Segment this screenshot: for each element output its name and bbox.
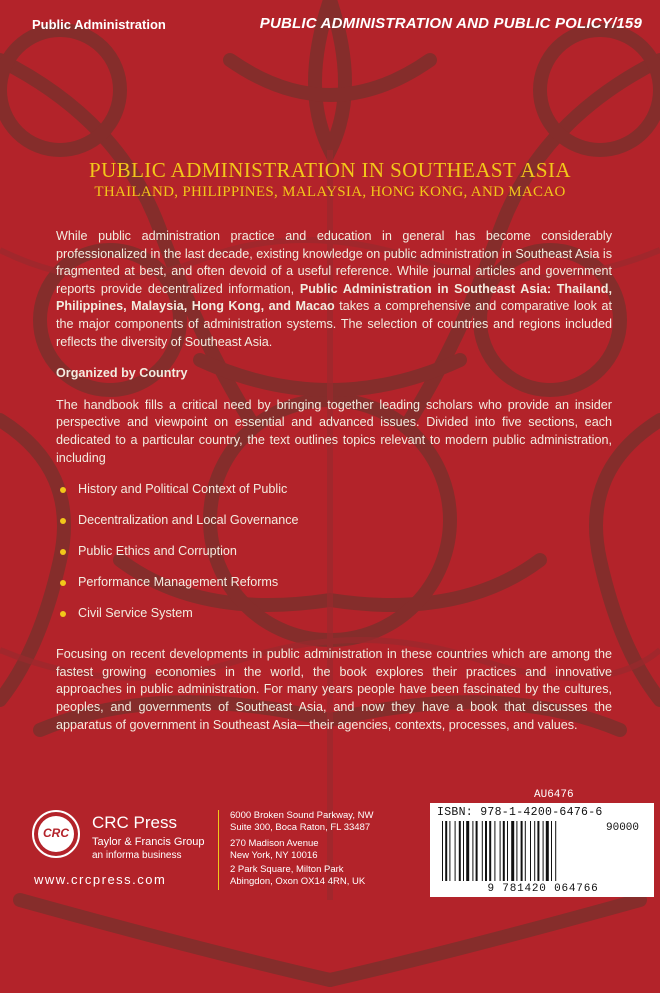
- barcode-bar: [445, 821, 447, 881]
- barcode-bar: [482, 821, 483, 881]
- barcode-bar: [485, 821, 487, 881]
- list-item: [56, 543, 612, 574]
- bullet-icon: [60, 518, 66, 524]
- barcode-bar: [511, 821, 514, 881]
- barcode-bar: [449, 821, 450, 881]
- address-new-york: [230, 838, 319, 862]
- list-item-text: Public Ethics and Corruption: [78, 544, 237, 559]
- book-title: PUBLIC ADMINISTRATION IN SOUTHEAST ASIA: [89, 158, 571, 182]
- barcode-bar: [521, 821, 523, 881]
- list-item: [56, 605, 612, 636]
- barcode-bar: [555, 821, 556, 881]
- barcode-bar: [525, 821, 526, 881]
- address-line: 2 Park Square, Milton Park: [230, 864, 344, 875]
- price-code: 90000: [606, 822, 640, 834]
- address-line: 6000 Broken Sound Parkway, NW: [230, 810, 374, 821]
- list-item-text: Civil Service System: [78, 606, 193, 621]
- address-line: Abingdon, Oxon OX14 4RN, UK: [230, 876, 366, 887]
- bullet-icon: [60, 487, 66, 493]
- bullet-icon: [60, 549, 66, 555]
- barcode-bar: [503, 821, 505, 881]
- topics-list: [56, 481, 612, 636]
- series-label-right: PUBLIC ADMINISTRATION AND PUBLIC POLICY/159: [259, 15, 642, 32]
- book-subtitle: THAILAND, PHILIPPINES, MALAYSIA, HONG KONG, AND MACAO: [94, 184, 566, 200]
- crc-logo-text: CRC: [43, 826, 69, 840]
- barcode-number: 9 781420 064766: [487, 883, 599, 895]
- barcode-bar: [534, 821, 535, 881]
- publisher-tagline: an informa business: [92, 850, 182, 861]
- address-boca-raton: [230, 810, 373, 834]
- list-item-text: History and Political Context of Public: [78, 482, 288, 497]
- barcode-bar: [551, 821, 552, 881]
- barcode-bar: [546, 821, 549, 881]
- barcode-bar: [494, 821, 495, 881]
- list-item: [56, 574, 612, 605]
- intro-book-title: Public Administration in Southeast Asia: Thailand, Philippines, Malaysia, Hong Kong, and Macao: [56, 281, 612, 314]
- section-heading: Organized by Country: [56, 366, 188, 381]
- barcode-bar: [530, 821, 531, 881]
- address-line: New York, NY 10016: [230, 850, 318, 861]
- divider: [218, 810, 219, 890]
- isbn-label: ISBN: 978-1-4200-6476-6: [437, 806, 603, 819]
- list-item: [56, 512, 612, 543]
- handbook-paragraph: The handbook fills a critical need by bringing together leading scholars who provide an insider perspective and viewpoint on essential and advanced issues. Divided into five sections, each dedicated to a particular country, the text outlines topics relevant to modern public administration, including: [56, 397, 612, 465]
- barcode-bar: [466, 821, 469, 881]
- barcode-bar: [472, 821, 473, 881]
- address-line: Suite 300, Boca Raton, FL 33487: [230, 822, 371, 833]
- list-item-text: Performance Management Reforms: [78, 575, 279, 590]
- address-abingdon: [230, 864, 365, 888]
- bullet-icon: [60, 580, 66, 586]
- barcode-bar: [476, 821, 478, 881]
- address-line: 270 Madison Avenue: [230, 838, 319, 849]
- barcode-bar: [463, 821, 464, 881]
- barcode-bar: [489, 821, 491, 881]
- barcode-bar: [500, 821, 501, 881]
- barcode-bar: [455, 821, 456, 881]
- description-body: [56, 228, 612, 734]
- publisher-group: Taylor & Francis Group: [92, 836, 205, 848]
- list-item-text: Decentralization and Local Governance: [78, 513, 299, 528]
- barcode-bar: [516, 821, 517, 881]
- series-label-left: Public Administration: [32, 17, 166, 32]
- series-bar: [0, 0, 660, 40]
- publisher-name: CRC Press: [92, 813, 178, 832]
- barcode-bar: [543, 821, 544, 881]
- intro-paragraph: [56, 228, 612, 351]
- barcode-bar: [459, 821, 461, 881]
- intro-text-end: takes a comprehensive and comparative look at the major components of administration systems. The selection of countries and regions included reflects the diversity of Southeast Asia.: [56, 299, 612, 349]
- barcode-bar: [442, 821, 443, 881]
- closing-paragraph: Focusing on recent developments in public administration in these countries which are among the fastest growing economies in the world, the book explores their practices and innovative approaches in public administration. For many years people have been fascinated by the cultures, peoples, and governments of Southeast Asia, and now they have a book that discusses the apparatus of government in Southeast Asia—their agencies, contexts, processes, and values.: [56, 647, 612, 732]
- barcode-bars: [442, 821, 602, 881]
- barcode-bar: [537, 821, 539, 881]
- barcode-bar: [507, 821, 508, 881]
- bullet-icon: [60, 611, 66, 617]
- publisher-url[interactable]: www.crcpress.com: [34, 872, 167, 887]
- intro-text: While public administration practice and education in general has become considerably professionalized in the last decade, existing knowledge on public administration in Southeast Asia is fragmented at best, and often devoid of a useful reference. While journal articles and government reports provide decentralized information,: [56, 229, 612, 296]
- list-item: [56, 481, 612, 512]
- product-code: AU6476: [534, 789, 574, 801]
